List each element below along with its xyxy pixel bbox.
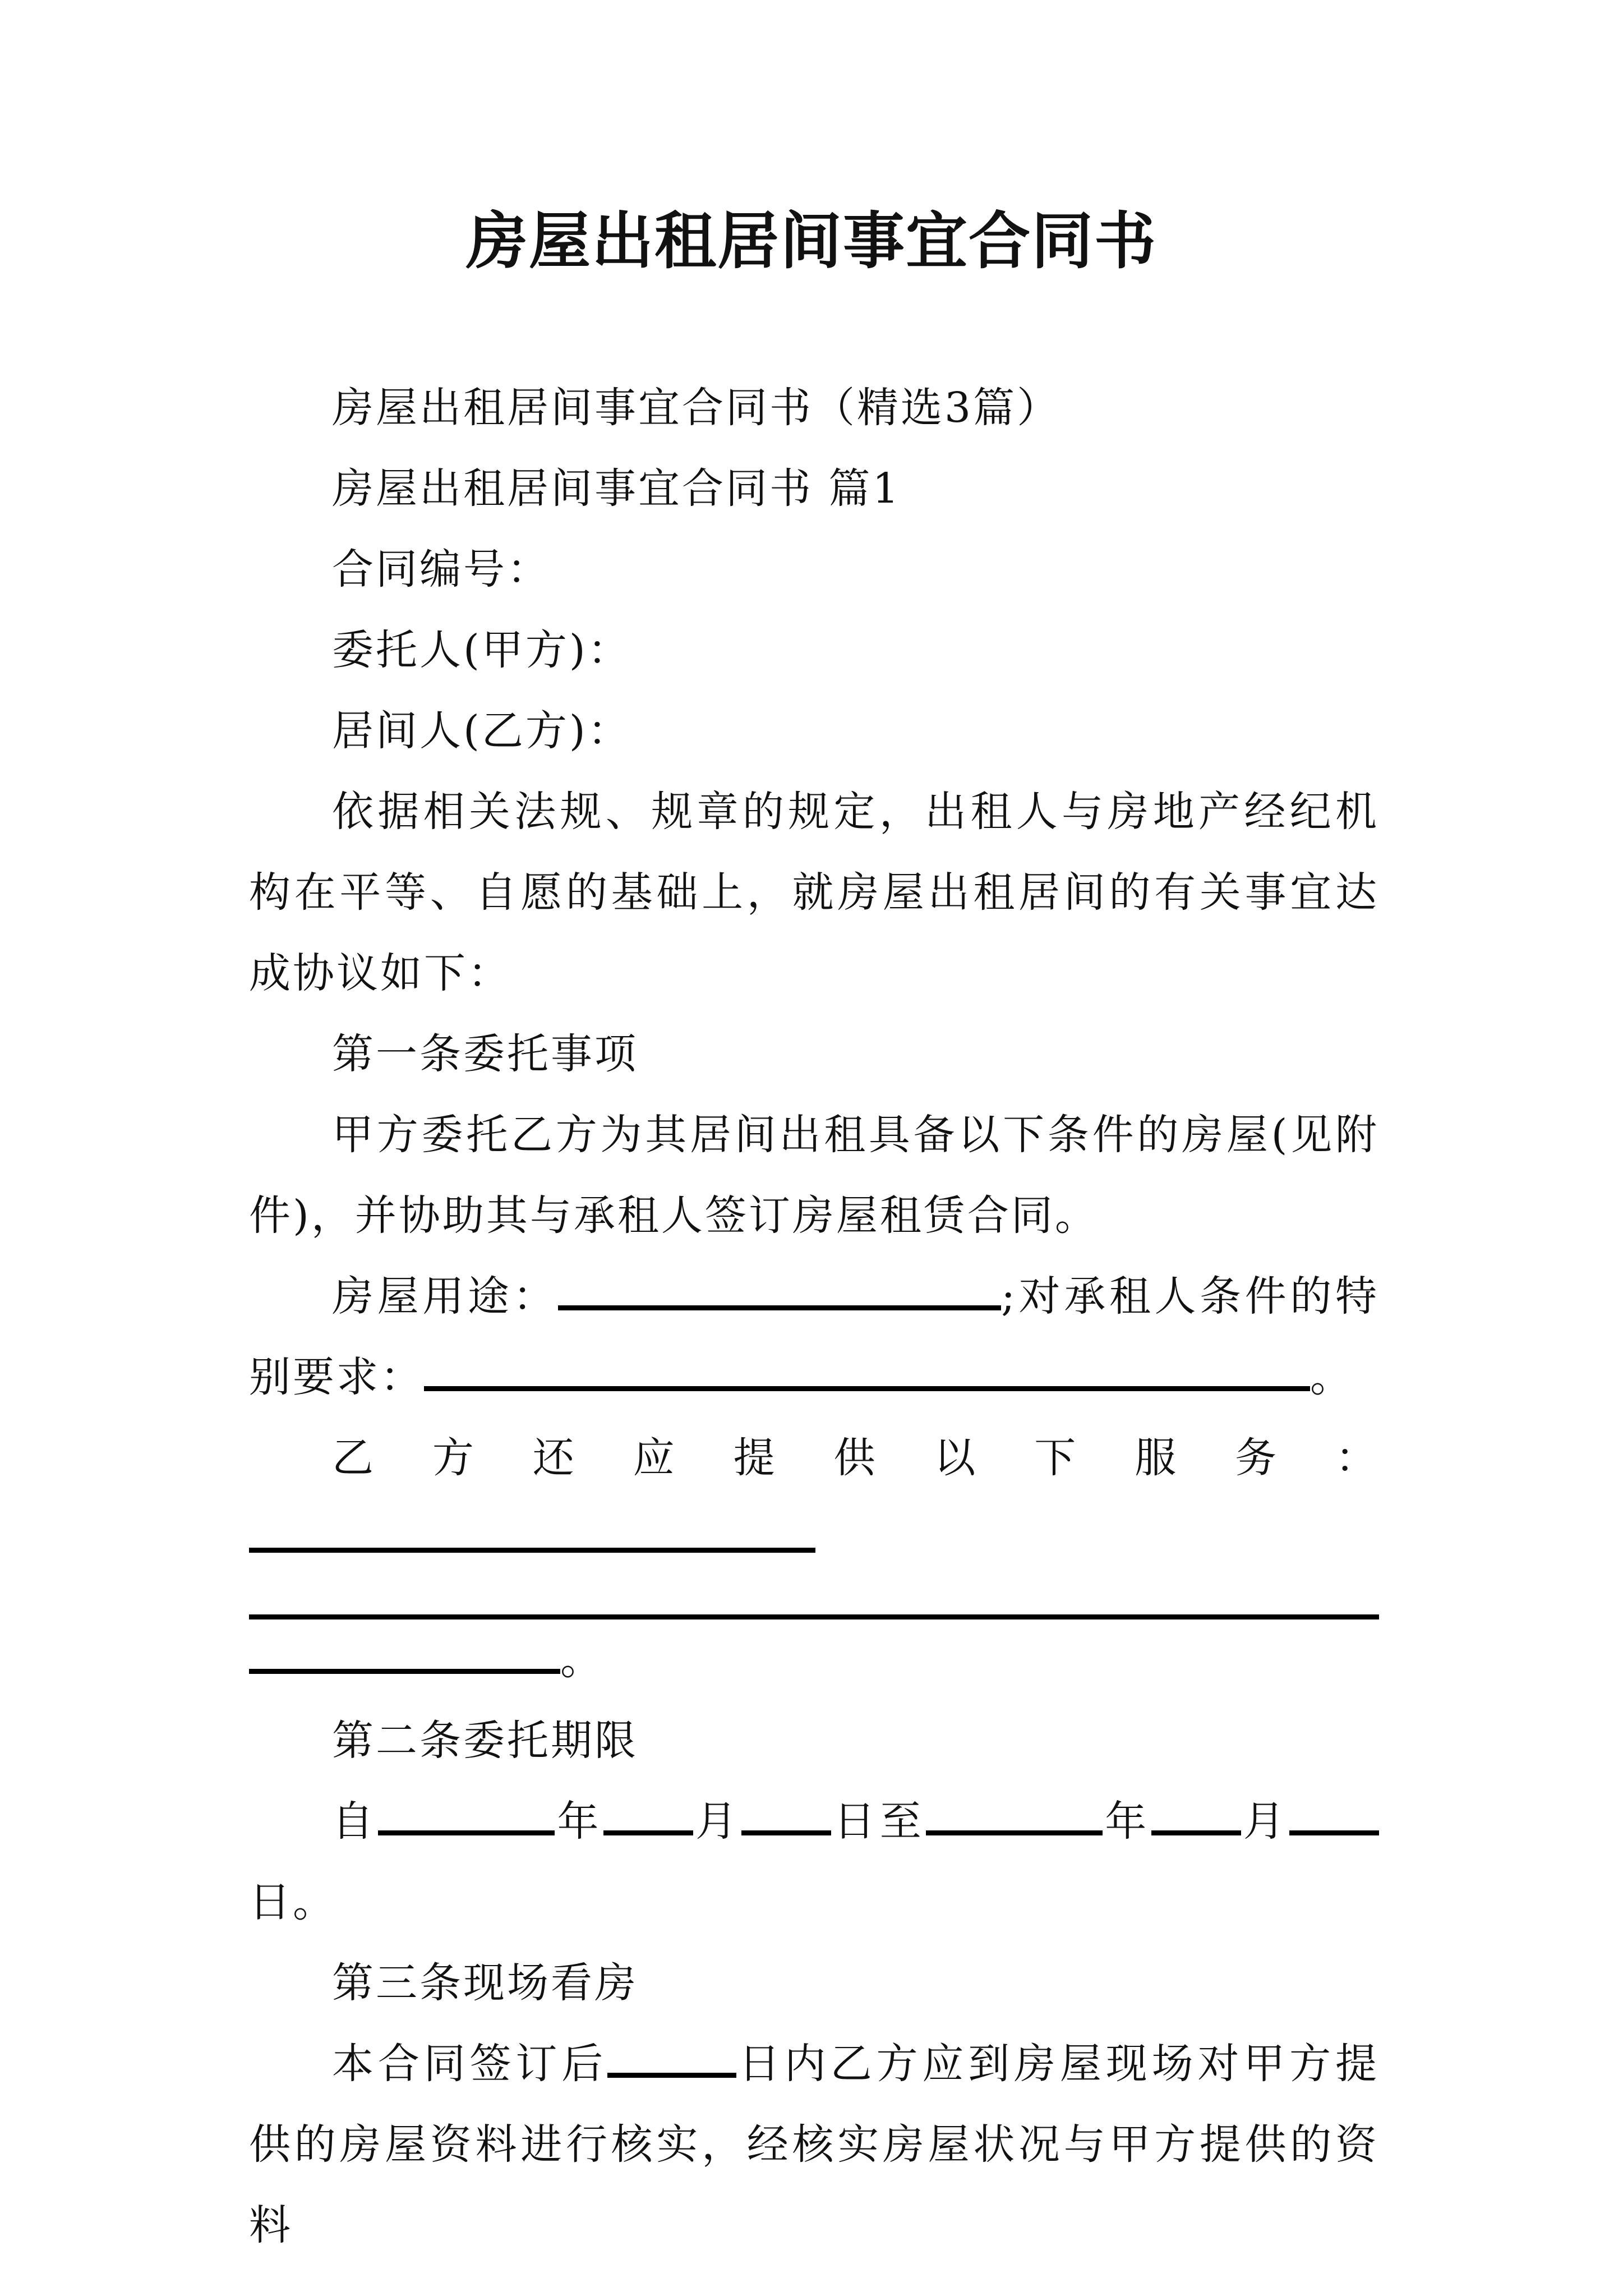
services-label: 乙方还应提供以下服务： [332,1434,1379,1482]
usage-label: 房屋用途： [332,1272,559,1320]
special-end: 。 [1310,1353,1354,1401]
contract-number-label: 合同编号： [332,545,551,593]
usage-paragraph [249,1256,1379,1418]
document-body [249,367,1379,2266]
usage-blank [558,1270,1001,1310]
period-year-2: 年 [1103,1797,1151,1846]
end-month-blank [1151,1795,1241,1835]
end-year-blank [926,1795,1103,1835]
article-3-heading: 第三条现场看房 [332,1958,638,2007]
services-blank-2 [249,1579,1379,1619]
usage-suffix: ;对承租人条件的特别要求： [249,1272,1380,1401]
article-3-body: 日内乙方应到房屋现场对甲方提供的房屋资料进行核实，经核实房屋状况与甲方提供的资料 [249,2039,1380,2249]
days-blank [607,2037,736,2078]
party-a-label: 委托人(甲方)： [332,626,631,674]
period-year-1: 年 [555,1797,603,1846]
services-paragraph [249,1418,1379,1700]
article-3-prefix: 本合同签订后 [332,2039,608,2088]
document-title: 房屋出租居间事宜合同书 [466,205,1157,277]
services-end: 。 [560,1635,604,1684]
period-day-to: 日至 [831,1797,926,1846]
period-paragraph [249,1781,1379,1943]
article-1-text: 甲方委托乙方为其居间出租具备以下条件的房屋(见附件)，并协助其与承租人签订房屋租赁合同。 [249,1111,1379,1240]
period-from: 自 [332,1797,379,1846]
intro-paragraph: 依据相关法规、规章的规定，出租人与房地产经纪机构在平等、自愿的基础上，就房屋出租居间的有关事宜达成协议如下： [249,788,1379,997]
end-day-blank [1289,1795,1379,1835]
period-month-2: 月 [1241,1797,1289,1846]
start-year-blank [378,1795,555,1835]
subtitle: 房屋出租居间事宜合同书（精选3篇） [332,384,1061,432]
period-month-1: 月 [693,1797,742,1846]
article-2-heading: 第二条委托期限 [332,1716,638,1765]
part-heading: 房屋出租居间事宜合同书 篇1 [332,464,901,513]
start-day-blank [741,1795,831,1835]
start-month-blank [603,1795,693,1835]
article-1-heading: 第一条委托事项 [332,1030,638,1078]
party-b-label: 居间人(乙方)： [332,707,631,755]
services-blank-1 [249,1512,815,1553]
special-requirement-blank [424,1351,1310,1391]
services-blank-3 [249,1634,560,1674]
article-3-text [249,2023,1379,2266]
period-day-end: 日。 [249,1878,336,1926]
